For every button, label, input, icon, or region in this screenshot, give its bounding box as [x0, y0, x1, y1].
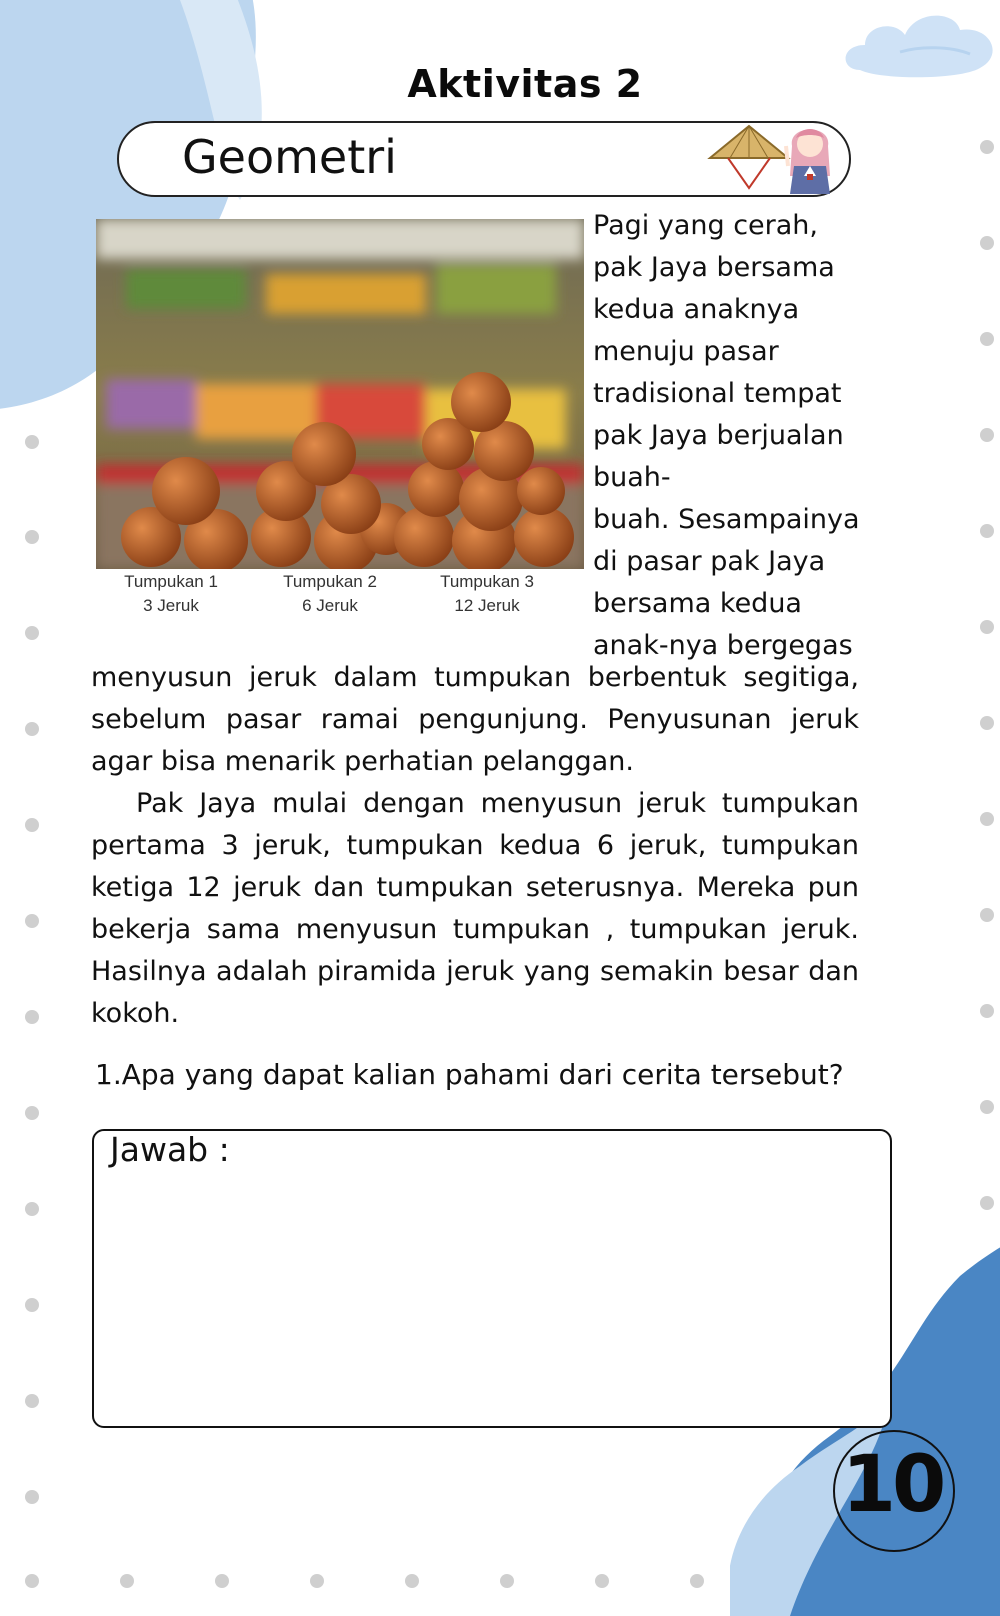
decorative-dot	[25, 1106, 39, 1120]
decorative-dot	[980, 812, 994, 826]
caption-label: Tumpukan 3	[440, 572, 534, 591]
decorative-dot	[25, 1202, 39, 1216]
decorative-dot	[500, 1574, 514, 1588]
decorative-dot	[980, 236, 994, 250]
decorative-dot	[25, 530, 39, 544]
story-intro: Pagi yang cerah, pak Jaya bersama kedua anaknya menuju pasar tradisional tempat pak Jaya berjualan buah- buah. Sesampainya di pasar pak Jaya bersama kedua anak-nya bergegas	[593, 210, 860, 661]
decorative-dot	[25, 1298, 39, 1312]
decorative-dot	[980, 524, 994, 538]
decorative-dot	[25, 1394, 39, 1408]
decorative-dot	[25, 1490, 39, 1504]
activity-title: Aktivitas 2	[407, 62, 643, 106]
story-paragraph-2: Pak Jaya mulai dengan menyusun jeruk tumpukan pertama 3 jeruk, tumpukan kedua 6 jeruk, tumpukan ketiga 12 jeruk dan tumpukan seterusnya. Mereka pun bekerja sama menyusun tumpukan , tumpukan jeruk. Hasilnya adalah piramida jeruk yang semakin besar dan kokoh.	[91, 788, 859, 1029]
decorative-dot	[215, 1574, 229, 1588]
question-1: 1.Apa yang dapat kalian pahami dari cerita tersebut?	[95, 1058, 844, 1091]
decorative-dot	[980, 140, 994, 154]
caption-count: 3 Jeruk	[143, 596, 199, 615]
decorative-dot	[980, 620, 994, 634]
caption-label: Tumpukan 2	[283, 572, 377, 591]
decorative-dot	[25, 722, 39, 736]
decorative-dot	[980, 716, 994, 730]
story-body	[91, 657, 859, 1035]
decorative-dot	[980, 332, 994, 346]
decorative-dot	[25, 818, 39, 832]
caption-count: 12 Jeruk	[454, 596, 520, 615]
decorative-dot	[25, 1010, 39, 1024]
decorative-dot	[405, 1574, 419, 1588]
decorative-dot	[980, 1196, 994, 1210]
page-number: 10	[841, 1440, 943, 1530]
orange-pyramids-photo	[96, 219, 584, 569]
decorative-dot	[690, 1574, 704, 1588]
caption-pile-3	[412, 570, 562, 618]
caption-count: 6 Jeruk	[302, 596, 358, 615]
answer-box[interactable]	[92, 1129, 892, 1428]
caption-label: Tumpukan 1	[124, 572, 218, 591]
answer-label: Jawab :	[110, 1130, 230, 1169]
decorative-dot	[25, 914, 39, 928]
topic-title: Geometri	[182, 130, 397, 184]
caption-pile-1	[96, 570, 246, 618]
decorative-dot	[120, 1574, 134, 1588]
decorative-dot	[595, 1574, 609, 1588]
decorative-dot	[25, 435, 39, 449]
decorative-dot	[980, 1100, 994, 1114]
story-paragraph-1: menyusun jeruk dalam tumpukan berbentuk segitiga, sebelum pasar ramai pengunjung. Penyusunan jeruk agar bisa menarik perhatian pelanggan.	[91, 662, 859, 777]
decorative-dot	[310, 1574, 324, 1588]
girl-character-icon	[780, 116, 840, 194]
decorative-dot	[980, 908, 994, 922]
decorative-dot	[25, 626, 39, 640]
caption-pile-2	[255, 570, 405, 618]
decorative-dot	[25, 1574, 39, 1588]
decorative-dot	[980, 1004, 994, 1018]
decorative-dot	[980, 428, 994, 442]
